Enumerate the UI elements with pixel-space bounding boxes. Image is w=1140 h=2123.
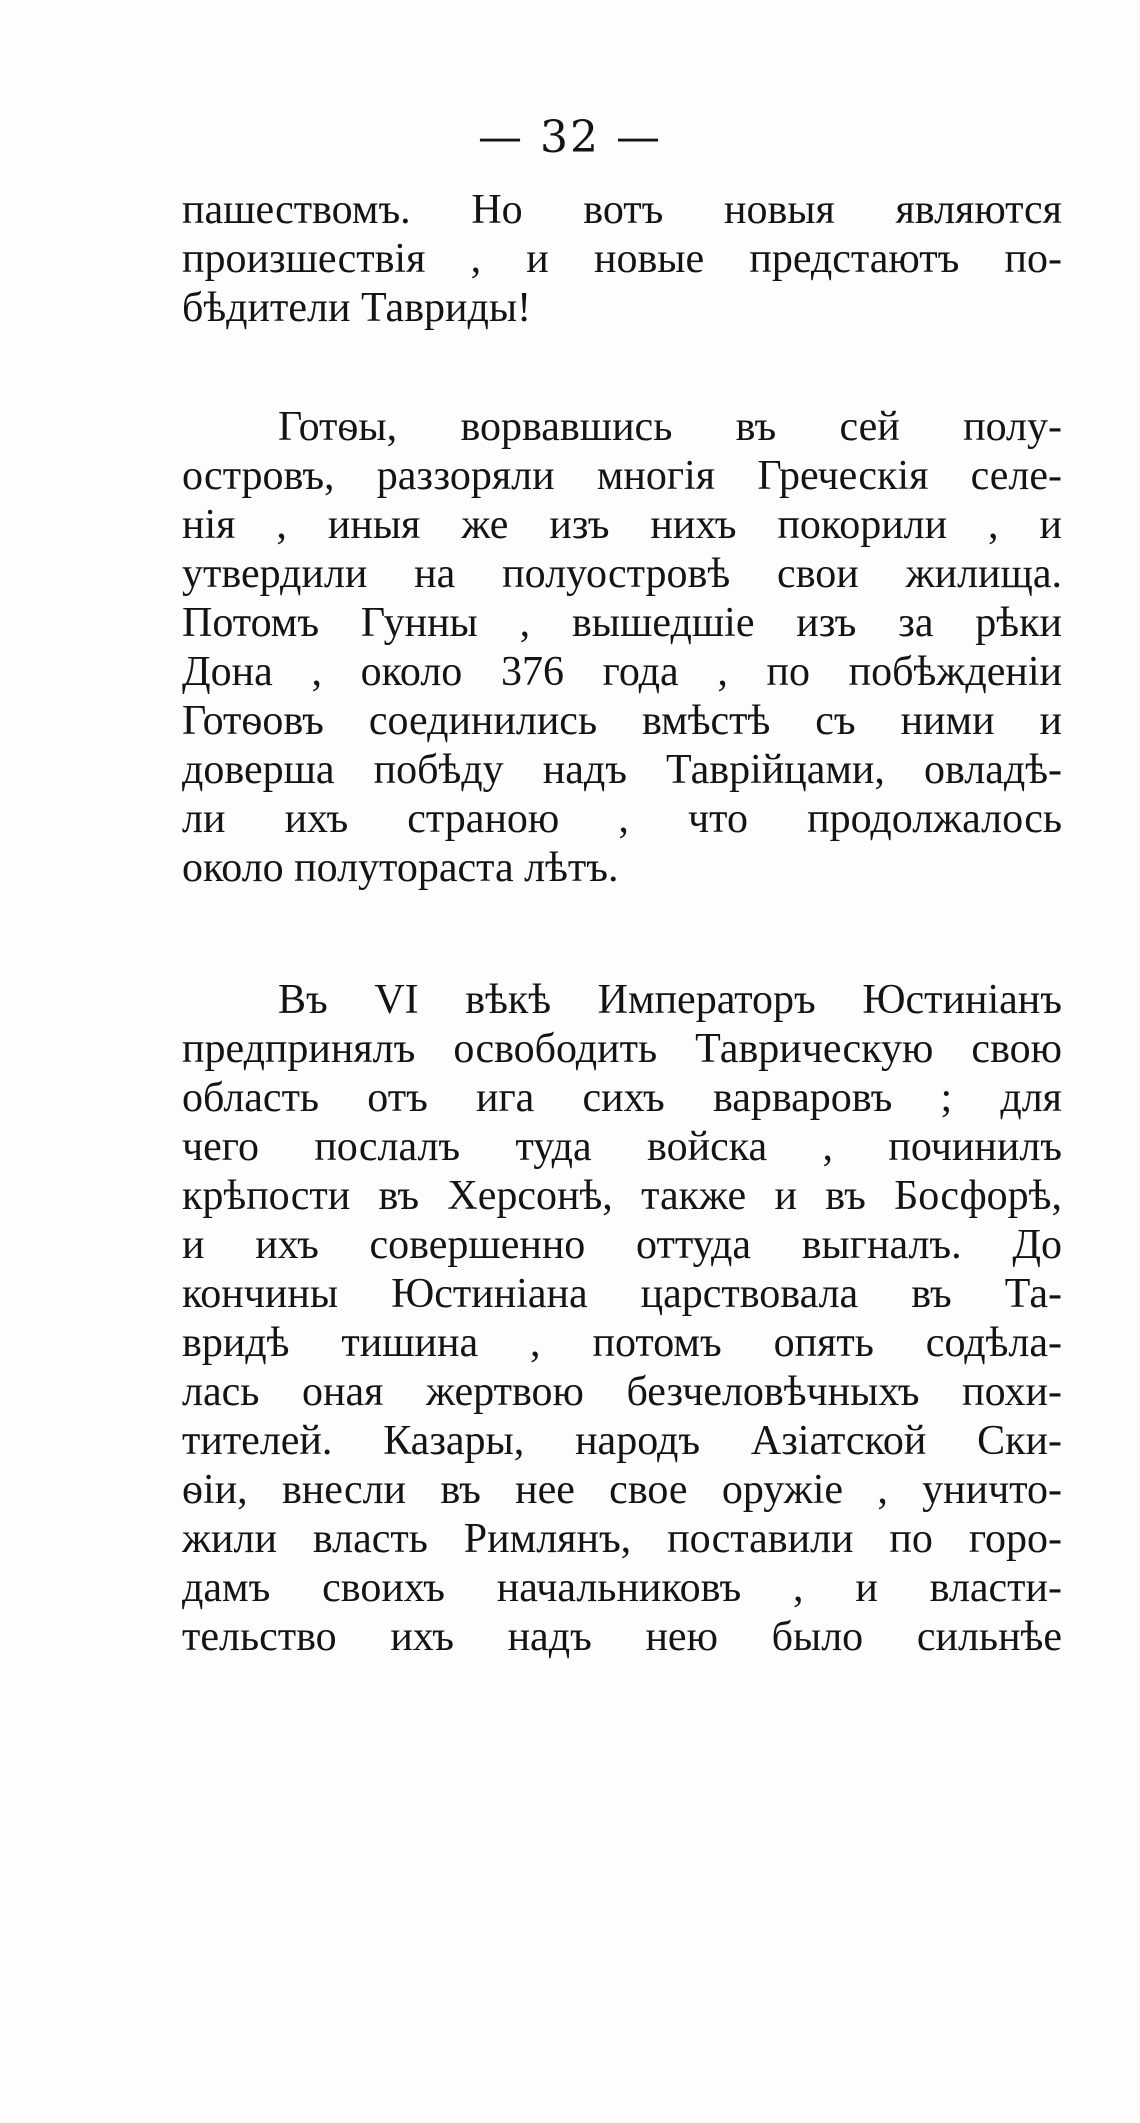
- text-line: утвердили на полуостровѣ свои жилища.: [182, 551, 1062, 597]
- text-line: область отъ ига сихъ варваровъ ; для: [182, 1075, 1062, 1121]
- text-line: островъ, раззоряли многія Греческія селе-: [182, 453, 1062, 499]
- paragraph-2: [182, 403, 1062, 893]
- text-line: около полутораста лѣтъ.: [182, 845, 619, 891]
- text-line: чего послалъ туда войска , починилъ: [182, 1124, 1062, 1170]
- text-line: кончины Юстиніана царствовала въ Та-: [182, 1271, 1062, 1317]
- text-line: Готѳы, ворвавшись въ сей полу-: [278, 404, 1062, 450]
- text-line: пашествомъ. Но вотъ новыя являются: [182, 187, 1062, 233]
- text-line: дамъ своихъ начальниковъ , и власти-: [182, 1565, 1062, 1611]
- paragraph-1: [182, 186, 1062, 333]
- text-line: Готѳовъ соединились вмѣстѣ съ ними и: [182, 698, 1062, 744]
- text-line: ѳіи, внесли въ нее свое оружіе , уничто-: [182, 1467, 1062, 1513]
- text-line: ли ихъ страною , что продолжалось: [182, 796, 1062, 842]
- text-line: лась оная жертвою безчеловѣчныхъ похи-: [182, 1369, 1062, 1415]
- text-line: Дона , около 376 года , по побѣжденіи: [182, 649, 1062, 695]
- text-line: и ихъ совершенно оттуда выгналъ. До: [182, 1222, 1062, 1268]
- text-line: Потомъ Гунны , вышедшіе изъ за рѣки: [182, 600, 1062, 646]
- page-number: — 32 —: [478, 112, 662, 163]
- text-line: доверша побѣду надъ Таврійцами, овладѣ-: [182, 747, 1062, 793]
- text-line: тителей. Казары, народъ Азіатской Ски-: [182, 1418, 1062, 1464]
- text-line: жили власть Римлянъ, поставили по горо-: [182, 1516, 1062, 1562]
- text-line: вридѣ тишина , потомъ опять содѣла-: [182, 1320, 1062, 1366]
- text-line: тельство ихъ надъ нею было сильнѣе: [182, 1614, 1062, 1660]
- paragraph-3: [182, 976, 1062, 1662]
- text-line: Въ VI вѣкѣ Императоръ Юстиніанъ: [278, 977, 1062, 1023]
- text-line: крѣпости въ Херсонѣ, также и въ Босфорѣ,: [182, 1173, 1062, 1219]
- text-line: произшествія , и новые предстаютъ по-: [182, 236, 1062, 282]
- text-line: нія , иныя же изъ нихъ покорили , и: [182, 502, 1062, 548]
- text-line: предпринялъ освободить Таврическую свою: [182, 1026, 1062, 1072]
- text-line: бѣдители Тавриды!: [182, 285, 532, 331]
